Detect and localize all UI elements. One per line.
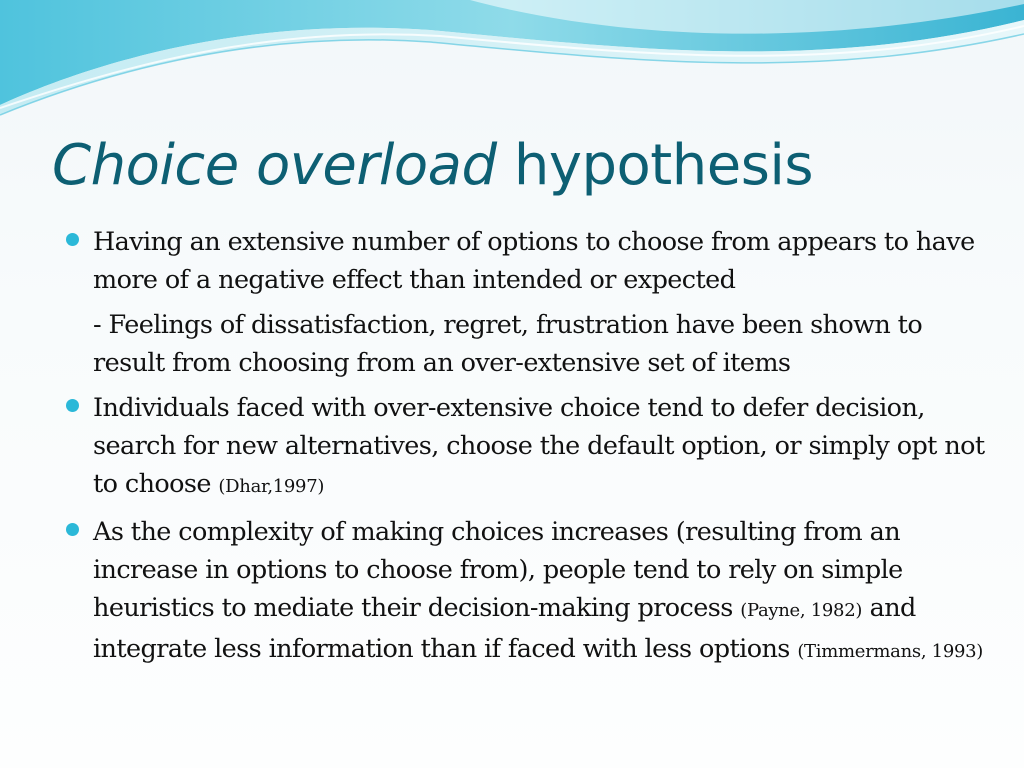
sub-point [93, 306, 993, 382]
citation: (Payne, 1982) [740, 600, 863, 621]
bullet-item-1 [93, 223, 993, 299]
slide-title-italic: Choice overload [52, 133, 497, 198]
sub-point-text: - Feelings of dissatisfaction, regret, frustration have been shown to result from choosing from an over-extensive set of items [93, 310, 923, 378]
bullet-item-3 [93, 513, 993, 671]
bullet-text-continued: and integrate less information than if faced with less options [93, 593, 916, 664]
citation: (Timmermans, 1993) [797, 641, 983, 662]
bullet-dot-icon [66, 233, 79, 246]
bullet-dot-icon [66, 399, 79, 412]
slide-title [52, 128, 813, 204]
bullet-text: Individuals faced with over-extensive choice tend to defer decision, search for new alternatives, choose the default option, or simply opt not to choose [93, 393, 985, 499]
bullet-dot-icon [66, 523, 79, 536]
header-wave-decoration [0, 0, 1024, 130]
bullet-item-2 [93, 389, 993, 506]
bullet-text: Having an extensive number of options to choose from appears to have more of a negative effect than intended or expected [93, 227, 975, 295]
bullet-text: As the complexity of making choices increases (resulting from an increase in options to choose from), people tend to rely on simple heuristics to mediate their decision-making process [93, 517, 903, 623]
citation: (Dhar,1997) [218, 476, 325, 497]
slide-body [93, 223, 993, 678]
slide-title-rest: hypothesis [513, 133, 814, 198]
